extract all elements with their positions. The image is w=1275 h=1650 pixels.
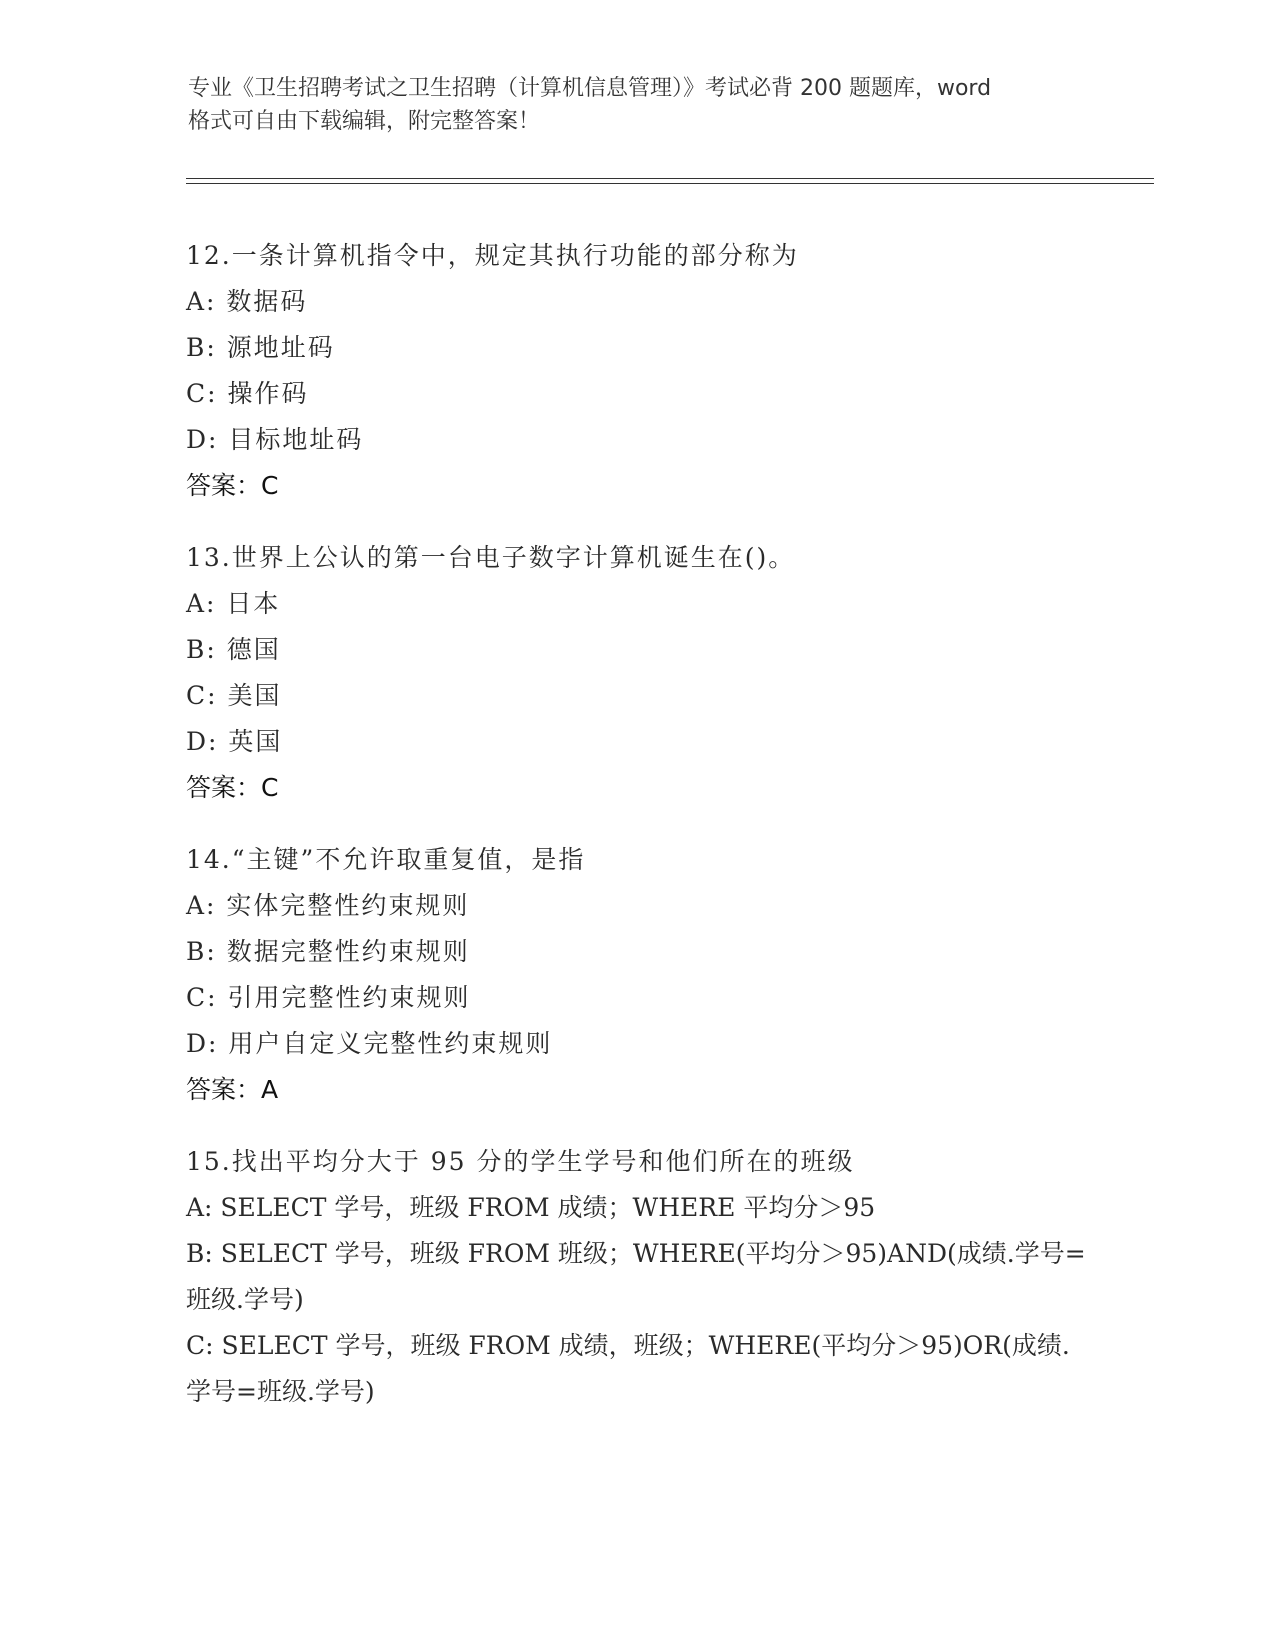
header-line-1: 专业《卫生招聘考试之卫生招聘（计算机信息管理）》考试必背 200 题题库，word (188, 76, 992, 101)
option-a: A: 实体完整性约束规则 (186, 891, 470, 920)
question-stem: 15.找出平均分大于 95 分的学生学号和他们所在的班级 (186, 1147, 855, 1176)
answer-label: 答案：C (186, 773, 279, 802)
question-list (186, 233, 1086, 1441)
header-divider-bottom (186, 183, 1154, 184)
question-stem: 13.世界上公认的第一台电子数字计算机诞生在()。 (186, 543, 796, 572)
question-stem: 14.“主键”不允许取重复值，是指 (186, 845, 586, 874)
option-c: C: SELECT 学号，班级 FROM 成绩，班级；WHERE(平均分＞95)OR(成绩. 学号=班级.学号) (186, 1331, 1070, 1406)
document-header (188, 72, 1088, 138)
option-d: D: 目标地址码 (186, 425, 364, 454)
option-c: C: 操作码 (186, 379, 309, 408)
option-b: B: SELECT 学号，班级 FROM 班级；WHERE(平均分＞95)AND(成绩.学号= 班级.学号) (186, 1239, 1086, 1314)
answer-label: 答案：C (186, 471, 279, 500)
question-14 (186, 837, 1086, 1113)
header-divider-top (186, 178, 1154, 179)
answer-label: 答案：A (186, 1075, 279, 1104)
option-d: D: 用户自定义完整性约束规则 (186, 1029, 553, 1058)
header-line-2: 格式可自由下载编辑，附完整答案！ (188, 109, 541, 134)
option-d: D: 英国 (186, 727, 283, 756)
option-c: C: 引用完整性约束规则 (186, 983, 471, 1012)
option-b: B: 数据完整性约束规则 (186, 937, 470, 966)
option-b: B: 源地址码 (186, 333, 335, 362)
question-13 (186, 535, 1086, 811)
option-b: B: 德国 (186, 635, 281, 664)
question-15 (186, 1139, 1086, 1415)
option-a: A: 日本 (186, 589, 281, 618)
option-a: A: 数据码 (186, 287, 308, 316)
option-c: C: 美国 (186, 681, 282, 710)
question-12 (186, 233, 1086, 509)
option-a: A: SELECT 学号，班级 FROM 成绩；WHERE 平均分＞95 (186, 1193, 876, 1222)
question-stem: 12.一条计算机指令中，规定其执行功能的部分称为 (186, 241, 799, 270)
